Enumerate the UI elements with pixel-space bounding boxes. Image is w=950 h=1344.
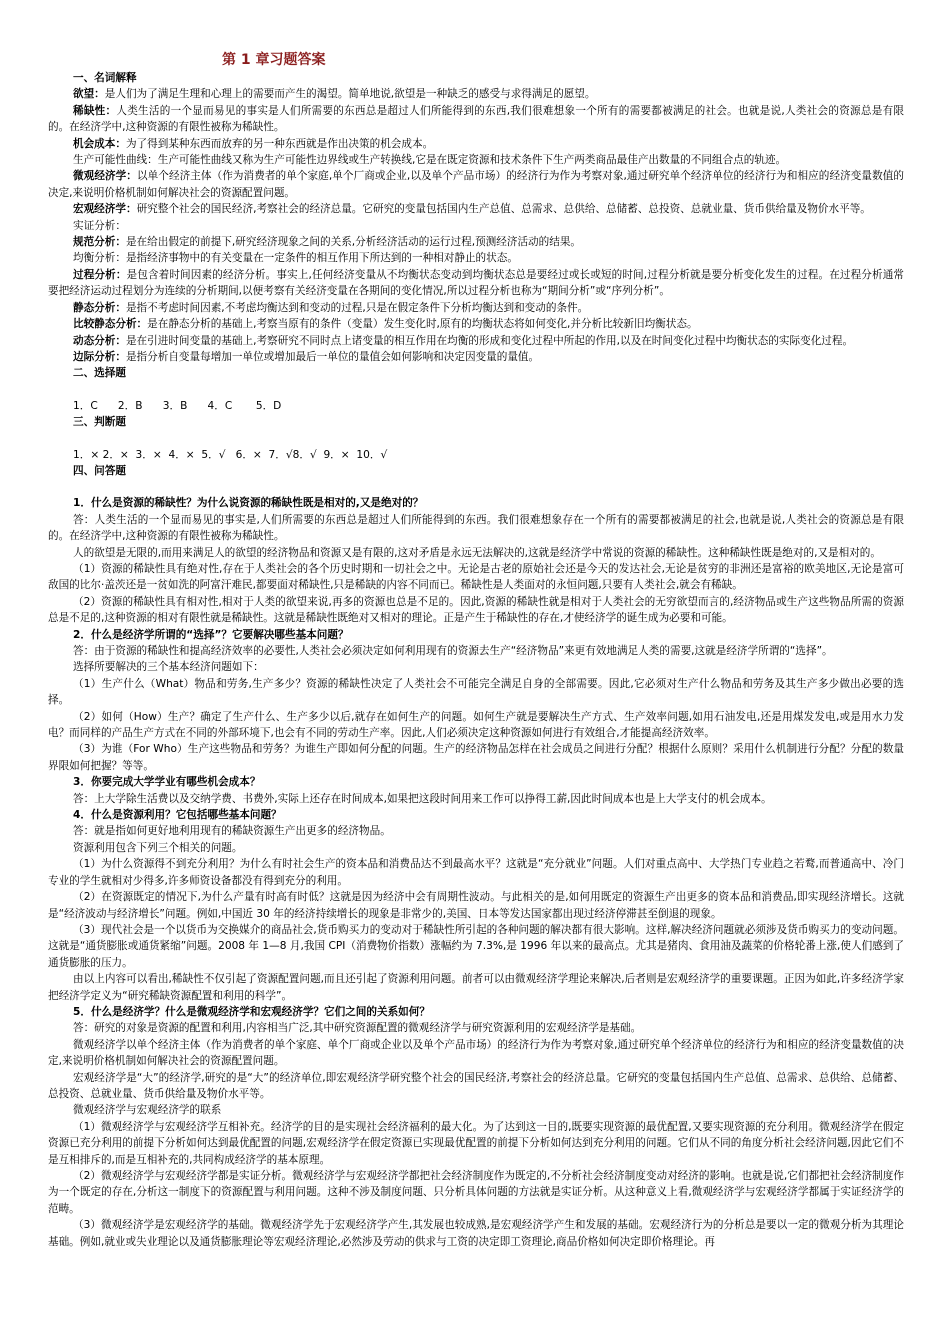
term-definition [48, 349, 904, 365]
answer-paragraph: （2）如何（How）生产？确定了生产什么、生产多少以后,就存在如何生产的问题。如何生产就是要解决生产方式、生产效率问题,如用石油发电,还是用煤发发电,或是用水力发电？而同样的产品生产方式在不同的外部环境下,也会有不同的劳动生产率。因此,人们必须决定这种资源如何进行有效组合,才能提高经济效率。 [48, 710, 904, 740]
term-label: 比较静态分析： [73, 318, 148, 331]
question: 1．什么是资源的稀缺性？为什么说资源的稀缺性既是相对的,又是绝对的？ [73, 497, 424, 510]
term-definition [48, 250, 904, 266]
answer-paragraph: 答：就是指如何更好地利用现有的稀缺资源生产出更多的经济物品。 [73, 825, 391, 838]
answer-paragraph: （3）为谁（For Who）生产这些物品和劳务？为谁生产即如何分配的问题。生产的经济物品怎样在社会成员之间进行分配？根据什么原则？采用什么机制进行分配？分配的数量界限如何把握？等等。 [48, 743, 904, 772]
term-label: 静态分析： [73, 301, 126, 314]
section-heading-choice: 二、选择题 [73, 367, 126, 380]
answer-paragraph: 答：上大学除生活费以及交纳学费、书费外,实际上还存在时间成本,如果把这段时间用来工作可以挣得工薪,因此时间成本也是上大学支付的机会成本。 [73, 792, 772, 805]
terms-list [48, 86, 904, 365]
term-definition [48, 316, 904, 332]
section-heading-terms: 一、名词解释 [73, 72, 137, 84]
term-text: 均衡分析：是指经济事物中的有关变量在一定条件的相互作用下所达到的一种相对静止的状态。 [73, 252, 518, 265]
term-definition [48, 218, 904, 234]
answer-paragraph: （1）为什么资源得不到充分利用？为什么有时社会生产的资本品和消费品达不到最高水平？这就是“充分就业”问题。人们对重点高中、大学热门专业趋之若鹜,而普通高中、冷门专业的学生就相对少得多,许多师资设备都没有得到充分的利用。 [48, 858, 904, 887]
answer-paragraph: 答：由于资源的稀缺性和提高经济效率的必要性,人类社会必须决定如何利用现有的资源去生产“经济物品”来更有效地满足人类的需要,这就是经济学所谓的“选择”。 [73, 645, 833, 657]
question: 5．什么是经济学？什么是微观经济学和宏观经济学？它们之间的关系如何？ [73, 1005, 430, 1018]
answer-paragraph: 微观经济学与宏观经济学的联系 [73, 1104, 222, 1117]
term-definition [48, 300, 904, 316]
spacer [48, 479, 904, 495]
term-label: 稀缺性： [73, 104, 117, 117]
term-definition [48, 86, 904, 102]
term-text: 以单个经济主体（作为消费者的单个家庭,单个厂商或企业,以及单个产品市场）的经济行为作为考察对象,通过研究单个经济单位的经济行为和相应的经济变量数值的决定,来说明价格机制如何解决社会的资源配置问题。 [48, 170, 904, 199]
term-text: 生产可能性曲线：生产可能性曲线又称为生产可能性边界线或生产转换线,它是在既定资源和技术条件下生产两类商品最佳产出数量的不同组合点的轨迹。 [73, 154, 787, 167]
question: 2．什么是经济学所谓的“选择”？它要解决哪些基本问题？ [73, 628, 349, 641]
section-heading-judge: 三、判断题 [73, 416, 126, 429]
answer-paragraph: 选择所要解决的三个基本经济问题如下： [73, 661, 264, 674]
term-text: 是包含着时间因素的经济分析。事实上,任何经济变量从不均衡状态变动到均衡状态总是要经过或长或短的时间,过程分析就是要分析变化发生的过程。在过程分析通常要把经济运动过程划分为连续的分析期间,以便考察有关经济变量在各期间的变化情况,所以过程分析也称为“期间分析”或“序列分析”。 [48, 268, 905, 298]
term-label: 欲望： [73, 88, 105, 101]
answer-paragraph: （1）微观经济学与宏观经济学互相补充。经济学的目的是实现社会经济福利的最大化。为了达到这一目的,既要实现资源的最优配置,又要实现资源的充分利用。微观经济学在假定资源已充分利用的前提下分析如何达到最优配置的问题,宏观经济学在假定资源已实现最优配置的前提下分析如何达到充分利用的问题。它们从不同的角度分析社会经济问题,因此它们不是互相排斥的,而是互相补充的,共同构成经济学的基本原理。 [48, 1120, 904, 1166]
term-definition [48, 267, 904, 300]
term-definition [48, 103, 904, 136]
term-definition [48, 136, 904, 152]
answer-paragraph: 由以上内容可以看出,稀缺性不仅引起了资源配置问题,而且还引起了资源利用问题。前者可以由微观经济学理论来解决,后者则是宏观经济学的重要课题。正因为如此,许多经济学家把经济学定义为“研究稀缺资源配置和利用的科学”。 [48, 973, 904, 1002]
answer-paragraph: 答：人类生活的一个显而易见的事实是,人们所需要的东西总是超过人们所能得到的东西。我们很难想象存在一个所有的需要都被满足的社会,也就是说,人类社会的资源总是有限的。在经济学中,这种资源的有限性被称为稀缺性。 [48, 513, 904, 543]
answer-paragraph: （2）资源的稀缺性具有相对性,相对于人类的欲望来说,再多的资源也总是不足的。因此,资源的稀缺性就是相对于人类社会的无穷欲望而言的,经济物品或生产这些物品所需的资源总是不足的,这种资源的相对有限性就是稀缺性。这就是稀缺性既绝对又相对的理论。正是产生于稀缺性的存在,才使经济学的诞生成为必要和可能。 [48, 595, 904, 625]
answer-paragraph: （2）微观经济学与宏观经济学都是实证分析。微观经济学与宏观经济学都把社会经济制度作为既定的,不分析社会经济制度变动对经济的影响。也就是说,它们都把社会经济制度作为一个既定的存在,分析这一制度下的资源配置与利用问题。这种不涉及制度问题、只分析具体问题的方法就是实证分析。从这种意义上看,微观经济学与宏观经济学都属于实证经济学的范畴。 [48, 1170, 904, 1215]
term-definition [48, 152, 904, 168]
spacer [48, 431, 904, 447]
term-definition [48, 333, 904, 349]
answer-paragraph: （2）在资源既定的情况下,为什么产量有时高有时低？这就是因为经济中会有周期性波动。与此相关的是,如何用既定的资源生产出更多的资本品和消费品,即实现经济增长。这就是“经济波动与经济增长”问题。例如,中国近 30 年的经济持续增长的现象是非常少的,美国、日本等发达国家都出现过经济停滞甚至倒退的现象。 [48, 891, 904, 920]
term-label: 边际分析： [73, 350, 126, 363]
question: 4．什么是资源利用？它包括哪些基本问题？ [73, 809, 282, 822]
answer-paragraph: 微观经济学以单个经济主体（作为消费者的单个家庭、单个厂商或企业以及单个产品市场）的经济行为作为考察对象,通过研究单个经济单位的经济行为和相应的经济变量数值的决定,来说明价格机制如何解决社会的资源配置问题。 [48, 1038, 904, 1068]
section-heading-qa: 四、问答题 [73, 464, 126, 477]
answer-paragraph: （3）微观经济学是宏观经济学的基础。微观经济学先于宏观经济学产生,其发展也较成熟,是宏观经济学产生和发展的基础。宏观经济行为的分析总是要以一定的微观分析为其理论基础。例如,就业或失业理论以及通货膨胀理论等宏观经济理论,必然涉及劳动的供求与工资的决定即工资理论,商品价格如何决定即价格理论。再 [48, 1219, 904, 1248]
term-text: 是在给出假定的前提下,研究经济现象之间的关系,分析经济活动的运行过程,预测经济活动的结果。 [125, 236, 582, 249]
term-label: 宏观经济学： [73, 203, 137, 216]
term-text: 是指分析自变量每增加一单位或增加最后一单位的量值会如何影响和决定因变量的量值。 [125, 350, 540, 363]
term-text: 人类生活的一个显而易见的事实是人们所需要的东西总是超过人们所能得到的东西,我们很难想象一个所有的需要都被满足的社会。也就是说,人类社会的资源总是有限的。在经济学中,这种资源的有限性被称为稀缺性。 [48, 104, 904, 134]
answer-paragraph: 答：研究的对象是资源的配置和利用,内容相当广泛,其中研究资源配置的微观经济学与研究资源利用的宏观经济学是基础。 [73, 1022, 642, 1035]
term-label: 过程分析： [73, 268, 127, 281]
term-text: 实证分析： [73, 219, 126, 232]
answer-paragraph: 宏观经济学是“大”的经济学,研究的是“大”的经济单位,即宏观经济学研究整个社会的国民经济,考察社会的经济总量。它研究的变量包括国内生产总值、总需求、总供给、总储蓄、总投资、总就业量、货币供给量及物价水平等。 [48, 1071, 904, 1100]
answer-paragraph: （1）生产什么（What）物品和劳务,生产多少？资源的稀缺性决定了人类社会不可能完全满足自身的全部需要。因此,它必须对生产什么物品和劳务及其生产多少做出必要的选择。 [48, 677, 904, 707]
answer-paragraph: 资源利用包含下列三个相关的问题。 [73, 841, 243, 854]
term-text: 研究整个社会的国民经济,考察社会的经济总量。它研究的变量包括国内生产总值、总需求、总供给、总储蓄、总投资、总就业量、货币供给量及物价水平等。 [136, 203, 871, 216]
term-label: 微观经济学： [73, 170, 137, 183]
page-title: 第 1 章习题答案 [222, 52, 326, 68]
choice-answers: 1．C 2．B 3．B 4．C 5．D [73, 399, 282, 412]
question: 3．你要完成大学学业有哪些机会成本？ [73, 776, 261, 789]
term-label: 动态分析： [73, 334, 126, 347]
term-definition [48, 168, 904, 201]
judge-answers: 1．× 2．× 3．× 4．× 5．√ 6．× 7．√8．√ 9．× 10．√ [73, 448, 388, 461]
term-text: 是在引进时间变量的基础上,考察研究不同时点上诸变量的相互作用在均衡的形成和变化过程中所起的作用,以及在时间变化过程中均衡状态的实际变化过程。 [125, 334, 854, 347]
term-definition [48, 201, 904, 217]
answer-paragraph: （1）资源的稀缺性具有绝对性,存在于人类社会的各个历史时期和一切社会之中。无论是古老的原始社会还是今天的发达社会,无论是贫穷的非洲还是富裕的欧美地区,无论是富可敌国的比尔·盖茨还是一贫如洗的阿富汗难民,都要面对稀缺性,只是稀缺的内容不同而已。稀缺性是人类面对的永恒问题,只要有人类社会,就会有稀缺。 [48, 562, 904, 592]
spacer [48, 382, 904, 398]
qa-list [48, 495, 904, 1250]
term-text: 为了得到某种东西而放弃的另一种东西就是作出决策的机会成本。 [125, 137, 434, 150]
term-label: 机会成本： [73, 137, 126, 150]
answer-paragraph: 人的欲望是无限的,而用来满足人的欲望的经济物品和资源又是有限的,这对矛盾是永远无法解决的,这就是经济学中常说的资源的稀缺性。这种稀缺性既是绝对的,又是相对的。 [73, 546, 881, 559]
term-definition [48, 234, 904, 250]
term-text: 是人们为了满足生理和心理上的需要而产生的渴望。简单地说,欲望是一种缺乏的感受与求得满足的愿望。 [104, 88, 596, 101]
answer-paragraph: （3）现代社会是一个以货币为交换媒介的商品社会,货币购买力的变动对于稀缺性所引起的各种问题的解决都有很大影响。这样,解决经济问题就必须涉及货币购买力的变动问题。这就是“通货膨胀或通货紧缩”问题。2008 年 1—8 月,我国 CPI（消费物价指数）涨幅约为 7.3%,是 1996 年以来的最高点。尤其是猪肉、食用油及蔬菜的价格轮番上涨,使人们感到了通货膨胀的压力。 [48, 923, 904, 969]
term-text: 是在静态分析的基础上,考察当原有的条件（变量）发生变化时,原有的均衡状态将如何变化,并分析比较新旧均衡状态。 [147, 318, 698, 331]
term-text: 是指不考虑时间因素,不考虑均衡达到和变动的过程,只是在假定条件下分析均衡达到和变动的条件。 [125, 301, 589, 314]
term-label: 规范分析： [73, 236, 126, 249]
